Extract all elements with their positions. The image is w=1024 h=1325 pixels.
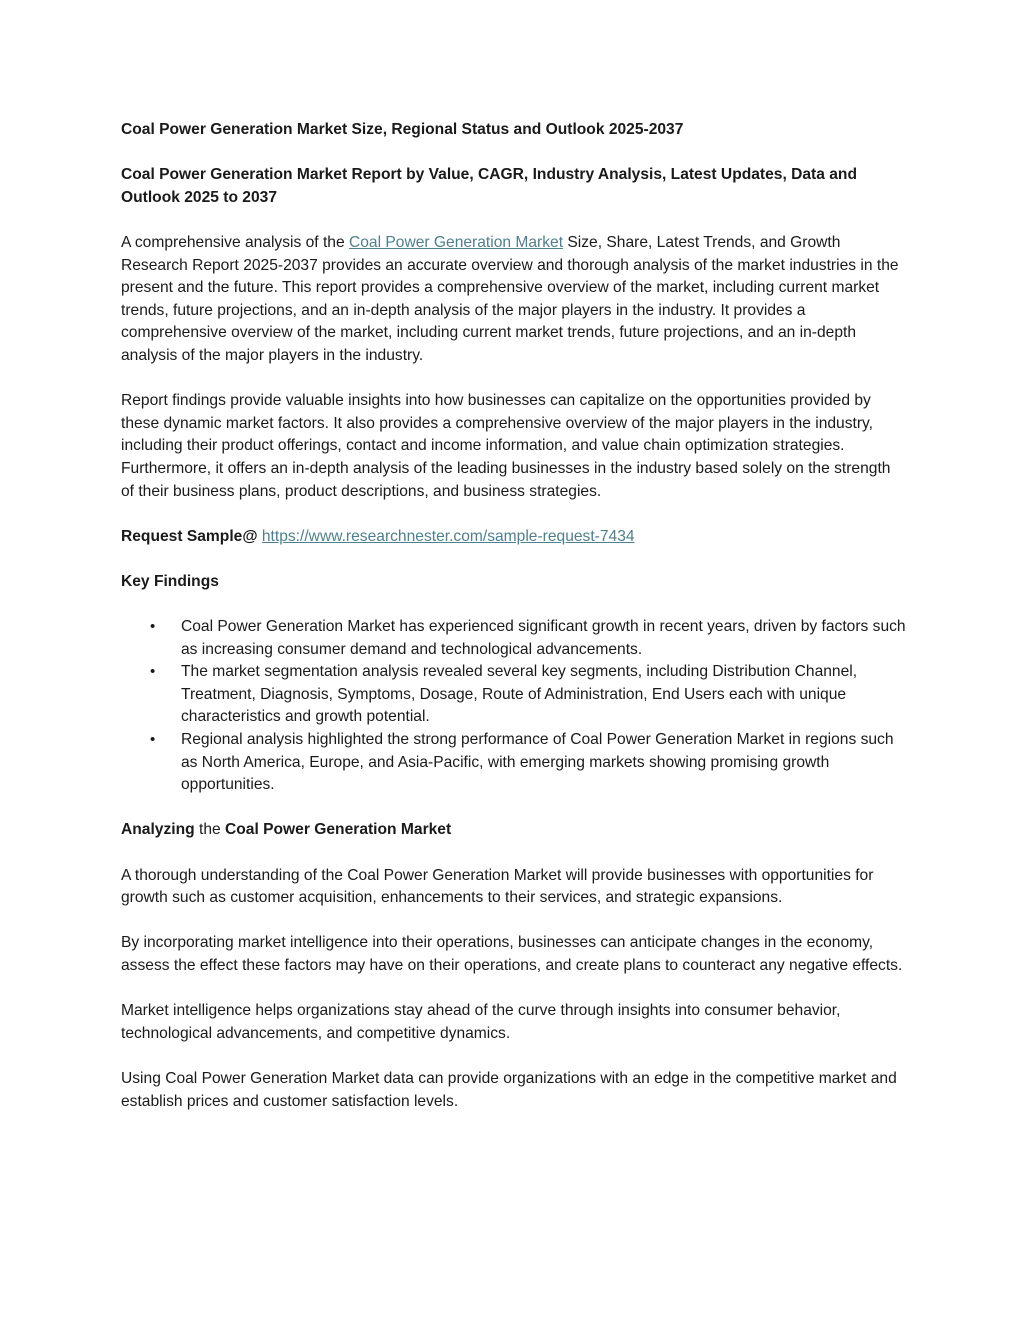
list-item (150, 616, 906, 661)
list-item-text: The market segmentation analysis revealed several key segments, including Distribution Channel, Treatment, Diagnosis, Symptoms, Dosage, Route of Administration, End Users each with unique characteristics and growth potential. (181, 663, 858, 726)
analyzing-paragraph-2: By incorporating market intelligence into their operations, businesses can anticipate changes in the economy, assess the effect these factors may have on their operations, and create plans to counteract any negative effects. (121, 934, 903, 974)
request-sample-label: Request Sample@ (121, 527, 258, 545)
analyzing-paragraph-1: A thorough understanding of the Coal Power Generation Market will provide businesses with opportunities for growth such as customer acquisition, enhancements to their services, and strategic expansions. (121, 866, 874, 907)
bullet-icon: • (150, 663, 156, 681)
analyzing-heading-part3: Coal Power Generation Market (225, 821, 452, 839)
document-title: Coal Power Generation Market Size, Regional Status and Outlook 2025-2037 (121, 121, 684, 138)
analyzing-paragraph-4: Using Coal Power Generation Market data can provide organizations with an edge in the competitive market and establish prices and customer satisfaction levels. (121, 1069, 897, 1110)
analyzing-paragraph-3: Market intelligence helps organizations stay ahead of the curve through insights into consumer behavior, technological advancements, and competitive dynamics. (121, 1002, 841, 1042)
document-subtitle: Coal Power Generation Market Report by Value, CAGR, Industry Analysis, Latest Updates, Data and Outlook 2025 to 2037 (121, 166, 857, 206)
list-item (150, 729, 906, 797)
list-item-text: Regional analysis highlighted the strong performance of Coal Power Generation Market in regions such as North America, Europe, and Asia-Pacific, with emerging markets showing promising growth opportunities. (181, 731, 894, 794)
intro-text-before-link: A comprehensive analysis of the (121, 233, 349, 251)
key-findings-heading: Key Findings (121, 572, 219, 590)
document-page (121, 119, 906, 1113)
analyzing-heading-part1: Analyzing (121, 821, 195, 839)
request-sample-link[interactable]: https://www.researchnester.com/sample-request-7434 (261, 527, 635, 545)
bullet-icon: • (150, 731, 156, 749)
intro-paragraph (121, 232, 906, 368)
analyzing-heading-part2: the (194, 821, 225, 839)
request-sample-line (121, 526, 906, 549)
list-item-text: Coal Power Generation Market has experienced significant growth in recent years, driven by factors such as increasing consumer demand and technological advancements. (181, 618, 906, 658)
market-report-link[interactable]: Coal Power Generation Market (348, 233, 564, 251)
bullet-icon: • (150, 618, 156, 636)
list-item (150, 661, 906, 729)
key-findings-list (121, 616, 906, 797)
findings-paragraph: Report findings provide valuable insights into how businesses can capitalize on the opportunities provided by these dynamic market factors. It also provides a comprehensive overview of the major players in the industry, including their product offerings, contact and income information, and value chain optimization strategies. Furthermore, it offers an in-depth analysis of the leading businesses in the industry based solely on the strength of their business plans, product descriptions, and business strategies. (121, 392, 891, 500)
intro-text-after-link: Size, Share, Latest Trends, and Growth Research Report 2025-2037 provides an accurate overview and thorough analysis of the market industries in the present and the future. This report provides a comprehensive overview of the market, including current market trends, future projections, and an in-depth analysis of the major players in the industry. It provides a comprehensive overview of the market, including current market trends, future projections, and an in-depth analysis of the major players in the industry. (121, 233, 899, 364)
analyzing-heading (121, 819, 906, 842)
